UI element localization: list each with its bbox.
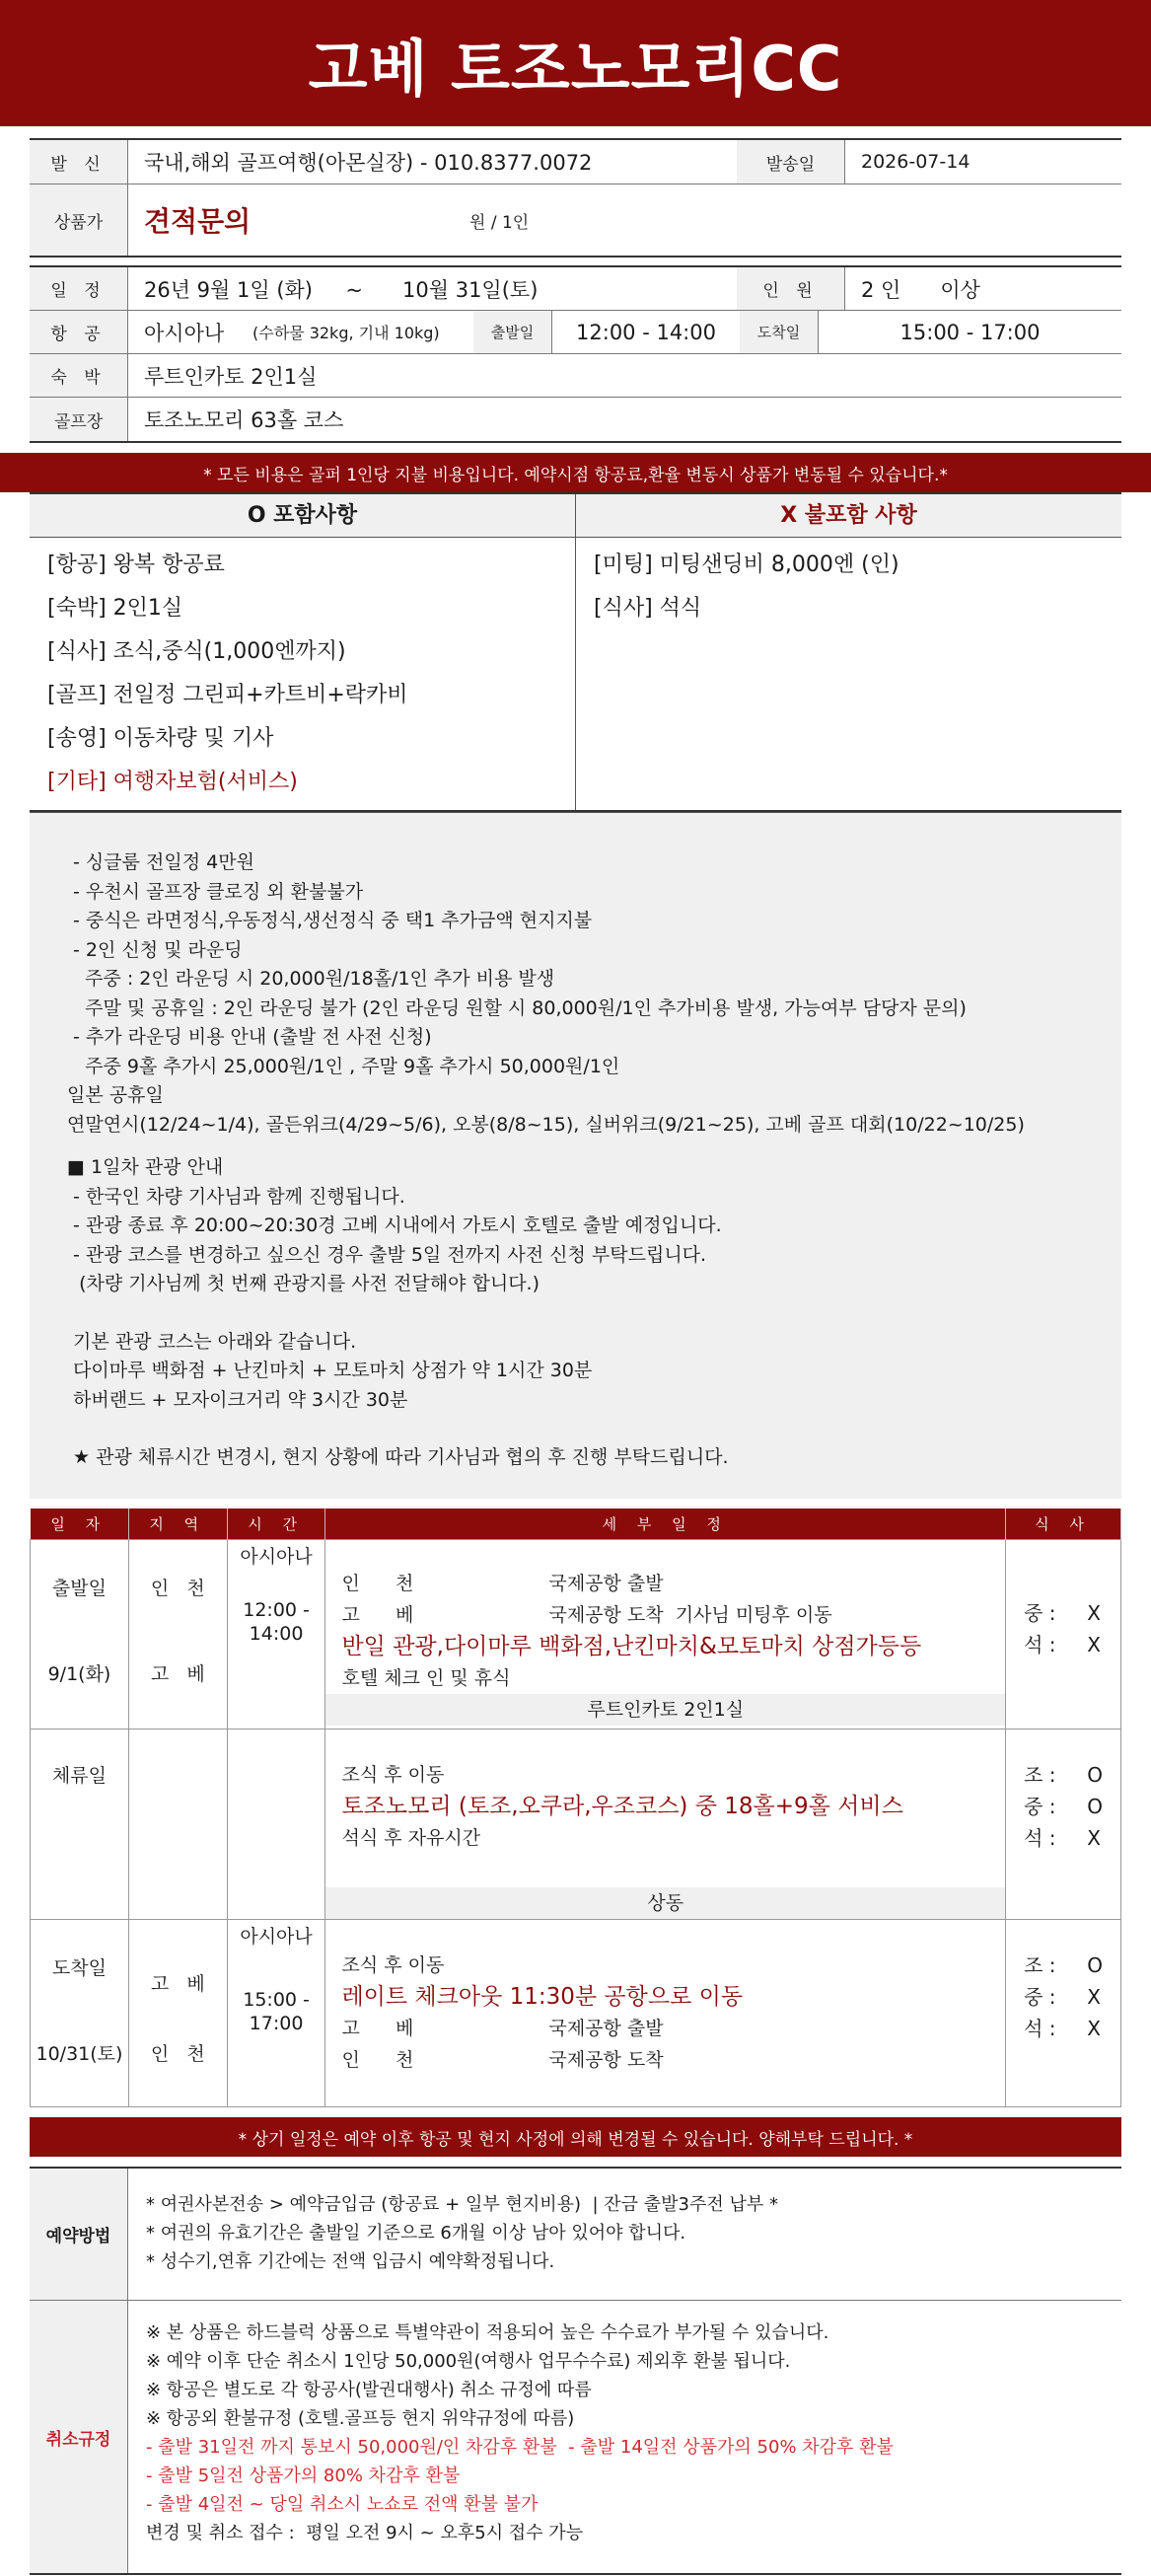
- notes-section: [30, 812, 1121, 1499]
- excluded-title: X 불포함 사항: [576, 494, 1121, 538]
- included-column: [30, 494, 575, 810]
- day3-detail-cell: [325, 1920, 1006, 2107]
- itinerary-table: [30, 1509, 1121, 2108]
- day1-label: 출발일: [51, 1578, 107, 1599]
- day1-place: 인 천: [341, 1573, 414, 1594]
- price-unit: 원 / 1인: [469, 212, 530, 233]
- cancel-refund-line: - 출발 31일전 까지 통보시 50,000원/인 차감후 환불 - 출발 14일전 상품가의 50% 차감후 환불: [146, 2437, 894, 2458]
- itinerary-section: [30, 1509, 1121, 2576]
- cancel-refund-line: - 출발 4일전 ~ 당일 취소시 노쇼로 전액 환불 불가: [146, 2494, 539, 2515]
- included-item: [기타] 여행자보험(서비스): [47, 770, 298, 794]
- note-line: (차량 기사님께 첫 번째 관광지를 사전 전달해야 합니다.): [67, 1273, 540, 1294]
- day1-event: 국제공항 출발: [548, 1573, 664, 1594]
- day1-hotel: 루트인카토 2인1실: [325, 1694, 1005, 1726]
- day2-event: 석식 후 자유시간: [341, 1827, 481, 1849]
- cancel-row: [30, 2301, 1121, 2573]
- day3-time-cell: [227, 1920, 325, 2107]
- col-header-detail: 세 부 일 정: [325, 1509, 1006, 1540]
- day1-date: 9/1(화): [47, 1663, 111, 1685]
- day3-date-cell: [31, 1920, 129, 2107]
- air-baggage: (수하물 32kg, 기내 10kg): [252, 324, 440, 342]
- meal-item: 중 : X: [1024, 1601, 1101, 1625]
- day2-detail-cell: [325, 1730, 1006, 1920]
- day2-hotel: 상동: [325, 1887, 1005, 1919]
- day1-event: 호텔 체크 인 및 휴식: [341, 1667, 511, 1689]
- itinerary-row-day3: [31, 1920, 1121, 2107]
- note-line: ★ 관광 체류시간 변경시, 현지 상황에 따라 기사님과 협의 후 진행 부탁드립니다.: [67, 1446, 729, 1468]
- note-line: - 2인 신청 및 라운딩: [67, 938, 243, 961]
- day3-date: 10/31(토): [36, 2043, 123, 2065]
- day1-region1: 인 천: [150, 1578, 205, 1599]
- price-label: 상품가: [30, 184, 128, 256]
- note-line: 다이마루 백화점 + 난킨마치 + 모토마치 상점가 약 1시간 30분: [67, 1360, 593, 1381]
- day2-region-cell: [128, 1730, 227, 1920]
- depart-time: 12:00 - 14:00: [576, 320, 716, 344]
- cancel-label: 취소규정: [30, 2301, 128, 2573]
- day3-highlight: 레이트 체크아웃 11:30분 공항으로 이동: [341, 1984, 744, 2010]
- note-line: 하버랜드 + 모자이크거리 약 3시간 30분: [67, 1388, 408, 1411]
- meal-item: 조 : O: [1024, 1953, 1104, 1977]
- day1-event: 국제공항 도착 기사님 미팅후 이동: [548, 1604, 832, 1626]
- included-title: O 포함사항: [30, 494, 575, 538]
- cancel-refund-line: - 출발 5일전 상품가의 80% 차감후 환불: [146, 2466, 461, 2486]
- note-line: - 중식은 라면정식,우동정식,생선정식 중 택1 추가금액 현지지불: [67, 910, 593, 931]
- note-line: - 우천시 골프장 클로징 외 환불불가: [67, 880, 364, 903]
- booking-line: * 성수기,연휴 기간에는 전액 입금시 예약확정됩니다.: [146, 2251, 555, 2272]
- day2-meal-cell: [1006, 1730, 1121, 1920]
- day3-airline: 아시아나: [240, 1926, 313, 1948]
- meal-item: 조 : O: [1024, 1763, 1104, 1787]
- day3-place: 인 천: [341, 2049, 414, 2071]
- day1-time: 12:00 - 14:00: [243, 1599, 310, 1645]
- people-label: 인 원: [737, 267, 845, 310]
- note-line: [67, 1415, 1084, 1443]
- date-value: 2026-07-14: [861, 151, 971, 173]
- arrive-label: 도착일: [740, 311, 819, 353]
- hotel-label: 숙 박: [30, 354, 128, 397]
- day3-label: 도착일: [51, 1957, 107, 1979]
- day1-place: 고 베: [341, 1604, 414, 1626]
- note-line: - 한국인 차량 기사님과 함께 진행됩니다.: [67, 1185, 405, 1208]
- note-line: - 싱글룸 전일정 4만원: [67, 851, 254, 873]
- booking-line: * 여권사본전송 > 예약금입금 (항공료 + 일부 현지비용) | 잔금 출발3주전 납부 *: [146, 2194, 778, 2215]
- page-header: [0, 0, 1151, 126]
- note-line: - 관광 종료 후 20:00~20:30경 고베 시내에서 가토시 호텔로 출발 예정입니다.: [67, 1214, 722, 1236]
- cancel-line: ※ 본 상품은 하드블럭 상품으로 특별약관이 적용되어 높은 수수료가 부가될 수 있습니다.: [146, 2322, 829, 2343]
- day2-event: 조식 후 이동: [341, 1764, 445, 1786]
- golf-label: 골프장: [30, 398, 128, 441]
- meal-item: 중 : O: [1024, 1795, 1104, 1818]
- meal-item: 석 : X: [1024, 2017, 1101, 2040]
- day3-region1: 고 베: [150, 1973, 205, 1995]
- inclusion-section: [30, 492, 1121, 1499]
- golf-value: 토조노모리 63홀 코스: [144, 408, 344, 432]
- page-title: 고베 토조노모리CC: [308, 32, 843, 105]
- sender-value: 국내,해외 골프여행(아몬실장) - 010.8377.0072: [144, 151, 593, 175]
- note-line: [67, 1140, 1084, 1153]
- note-line: 일본 공휴일: [67, 1084, 164, 1106]
- col-header-time: 시 간: [227, 1509, 325, 1540]
- note-line: 연말연시(12/24~1/4), 골든위크(4/29~5/6), 오봉(8/8~15), 실버위크(9/21~25), 고베 골프 대회(10/22~10/25): [67, 1113, 1025, 1136]
- booking-line: * 여권의 유효기간은 출발일 기준으로 6개월 이상 남아 있어야 합니다.: [146, 2223, 686, 2244]
- price-value: 견적문의: [144, 205, 252, 238]
- cancel-line: ※ 예약 이후 단순 취소시 1인당 50,000원(여행사 업무수수료) 제외후 환불 됩니다.: [146, 2351, 791, 2372]
- note-line: - 관광 코스를 변경하고 싶으신 경우 출발 5일 전까지 사전 신청 부탁드립니다.: [67, 1243, 707, 1266]
- included-item: [송영] 이동차량 및 기사: [47, 726, 274, 751]
- day1-meal-cell: [1006, 1540, 1121, 1730]
- hotel-value: 루트인카토 2인1실: [144, 364, 318, 389]
- schedule-value: 26년 9월 1일 (화) ~ 10월 31일(토): [144, 277, 539, 302]
- terms-section: [30, 2167, 1121, 2575]
- day3-meal-cell: [1006, 1920, 1121, 2107]
- day3-event: 국제공항 도착: [548, 2049, 664, 2071]
- included-item: [숙박] 2인1실: [47, 596, 183, 621]
- air-value: 아시아나: [144, 321, 225, 345]
- note-line: 주말 및 공휴일 : 2인 라운딩 불가 (2인 라운딩 원할 시 80,000원/1인 추가비용 발생, 가능여부 담당자 문의): [67, 996, 967, 1019]
- day2-date-cell: [31, 1730, 129, 1920]
- day3-event: 조식 후 이동: [341, 1954, 445, 1976]
- air-label: 항 공: [30, 311, 128, 353]
- meal-item: 중 : X: [1024, 1985, 1101, 2009]
- arrive-time: 15:00 - 17:00: [899, 320, 1041, 344]
- schedule-label: 일 정: [30, 267, 128, 310]
- included-item: [항공] 왕복 항공료: [47, 552, 225, 577]
- excluded-column: [575, 494, 1121, 810]
- booking-label: 예약방법: [30, 2169, 128, 2300]
- included-item: [골프] 전일정 그린피+카트비+락카비: [47, 683, 408, 707]
- col-header-meal: 식 사: [1006, 1509, 1121, 1540]
- excluded-item: [식사] 석식: [594, 596, 702, 621]
- cancel-line: ※ 항공은 별도로 각 항공사(발권대행사) 취소 규정에 따름: [146, 2380, 592, 2400]
- day1-detail-cell: [325, 1540, 1006, 1730]
- cost-notice-bar: * 모든 비용은 골퍼 1인당 지불 비용입니다. 예약시점 항공료,환율 변동시 상품가 변동될 수 있습니다.*: [0, 453, 1151, 492]
- day3-place: 고 베: [341, 2018, 414, 2039]
- itinerary-row-day1: [31, 1540, 1121, 1730]
- day1-region-cell: [128, 1540, 227, 1730]
- included-item: [식사] 조식,중식(1,000엔까지): [47, 639, 346, 664]
- day1-date-cell: [31, 1540, 129, 1730]
- sender-block: [30, 138, 1121, 258]
- day3-event: 국제공항 출발: [548, 2018, 664, 2039]
- meal-item: 석 : X: [1024, 1633, 1101, 1656]
- day1-airline: 아시아나: [240, 1546, 313, 1568]
- day1-highlight: 반일 관광,다이마루 백화점,난킨마치&모토마치 상점가등등: [341, 1634, 922, 1659]
- note-line: 주중 : 2인 라운딩 시 20,000원/18홀/1인 추가 비용 발생: [67, 968, 555, 990]
- col-header-region: 지 역: [128, 1509, 227, 1540]
- date-label: 발송일: [737, 140, 845, 184]
- schedule-info-block: [30, 265, 1121, 443]
- excluded-item: [미팅] 미팅샌딩비 8,000엔 (인): [594, 552, 899, 577]
- day1-region2: 고 베: [150, 1663, 205, 1685]
- day2-label: 체류일: [51, 1765, 107, 1787]
- col-header-date: 일 자: [31, 1509, 129, 1540]
- note-line: [67, 1299, 1084, 1328]
- note-line: - 추가 라운딩 비용 안내 (출발 전 사전 신청): [67, 1026, 432, 1048]
- depart-label: 출발일: [473, 311, 552, 353]
- itinerary-row-day2: [31, 1730, 1121, 1920]
- itinerary-header-row: [31, 1509, 1121, 1540]
- day3-region2: 인 천: [150, 2043, 205, 2065]
- day3-time: 15:00 - 17:00: [243, 1989, 310, 2034]
- day2-time-cell: [227, 1730, 325, 1920]
- people-value: 2 인 이상: [861, 277, 980, 302]
- info-section: [30, 138, 1121, 443]
- note-line: ■ 1일차 관광 안내: [67, 1156, 224, 1178]
- note-line: 기본 관광 코스는 아래와 같습니다.: [67, 1330, 357, 1353]
- note-line: 주중 9홀 추가시 25,000원/1인 , 주말 9홀 추가시 50,000원/1인: [67, 1055, 620, 1077]
- cancel-line: ※ 항공외 환불규정 (호텔.골프등 현지 위약규정에 따름): [146, 2408, 575, 2429]
- schedule-notice-bar: * 상기 일정은 예약 이후 항공 및 현지 사정에 의해 변경될 수 있습니다. 양해부탁 드립니다. *: [30, 2117, 1121, 2157]
- day1-time-cell: [227, 1540, 325, 1730]
- sender-label: 발 신: [30, 140, 128, 184]
- booking-row: [30, 2169, 1121, 2301]
- cancel-contact-line: 변경 및 취소 접수 : 평일 오전 9시 ~ 오후5시 접수 가능: [146, 2523, 584, 2543]
- meal-item: 석 : X: [1024, 1826, 1101, 1850]
- day3-region-cell: [128, 1920, 227, 2107]
- day2-highlight: 토조노모리 (토조,오쿠라,우조코스) 중 18홀+9홀 서비스: [341, 1794, 903, 1819]
